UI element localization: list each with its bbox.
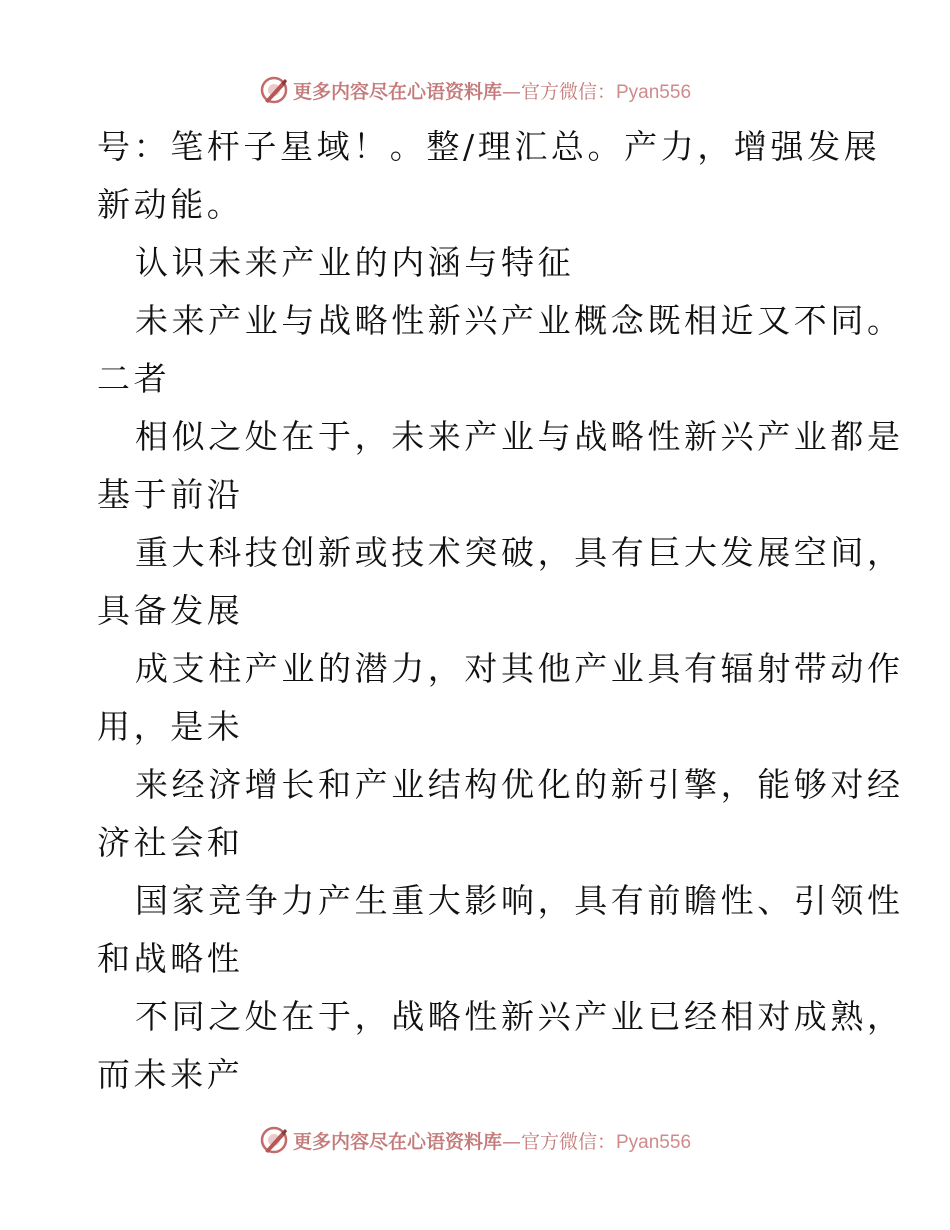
text-line: 成支柱产业的潜力，对其他产业具有辐射带动作 — [135, 649, 904, 688]
text-line: 基于前沿 — [97, 475, 244, 514]
text-line: 相似之处在于，未来产业与战略性新兴产业都是 — [135, 417, 904, 456]
text-line: 用，是未 — [97, 707, 244, 746]
text-line: 和战略性 — [97, 939, 244, 978]
watermark-main-text: 更多内容尽在心语资料库 — [292, 80, 502, 103]
header-watermark — [0, 70, 950, 110]
text-line: 号：笔杆子星域！。整/理汇总。产力，增强发展 — [97, 127, 881, 166]
document-body — [97, 118, 904, 1104]
watermark-separator: — — [501, 1130, 521, 1153]
text-line: 济社会和 — [97, 823, 244, 862]
watermark-main-text: 更多内容尽在心语资料库 — [292, 1130, 502, 1153]
text-line: 认识未来产业的内涵与特征 — [135, 243, 575, 282]
text-line: 新动能。 — [97, 185, 244, 224]
watermark-separator: — — [501, 80, 521, 103]
watermark-wechat-id: Pyan556 — [616, 81, 692, 103]
watermark-wechat-label: 官方微信： — [520, 80, 616, 103]
text-line: 重大科技创新或技术突破，具有巨大发展空间， — [135, 533, 904, 572]
watermark-wechat-id: Pyan556 — [616, 1131, 692, 1153]
text-line: 具备发展 — [97, 591, 244, 630]
text-line: 国家竞争力产生重大影响，具有前瞻性、引领性 — [135, 881, 904, 920]
watermark-wechat-label: 官方微信： — [520, 1130, 616, 1153]
text-line: 未来产业与战略性新兴产业概念既相近又不同。 — [135, 301, 904, 340]
text-line: 来经济增长和产业结构优化的新引擎，能够对经 — [135, 765, 904, 804]
text-line: 不同之处在于，战略性新兴产业已经相对成熟， — [135, 997, 904, 1036]
text-line: 而未来产 — [97, 1055, 244, 1094]
pen-logo-icon — [259, 75, 289, 105]
text-line: 二者 — [97, 359, 171, 398]
footer-watermark — [0, 1120, 950, 1160]
pen-logo-icon — [259, 1125, 289, 1155]
